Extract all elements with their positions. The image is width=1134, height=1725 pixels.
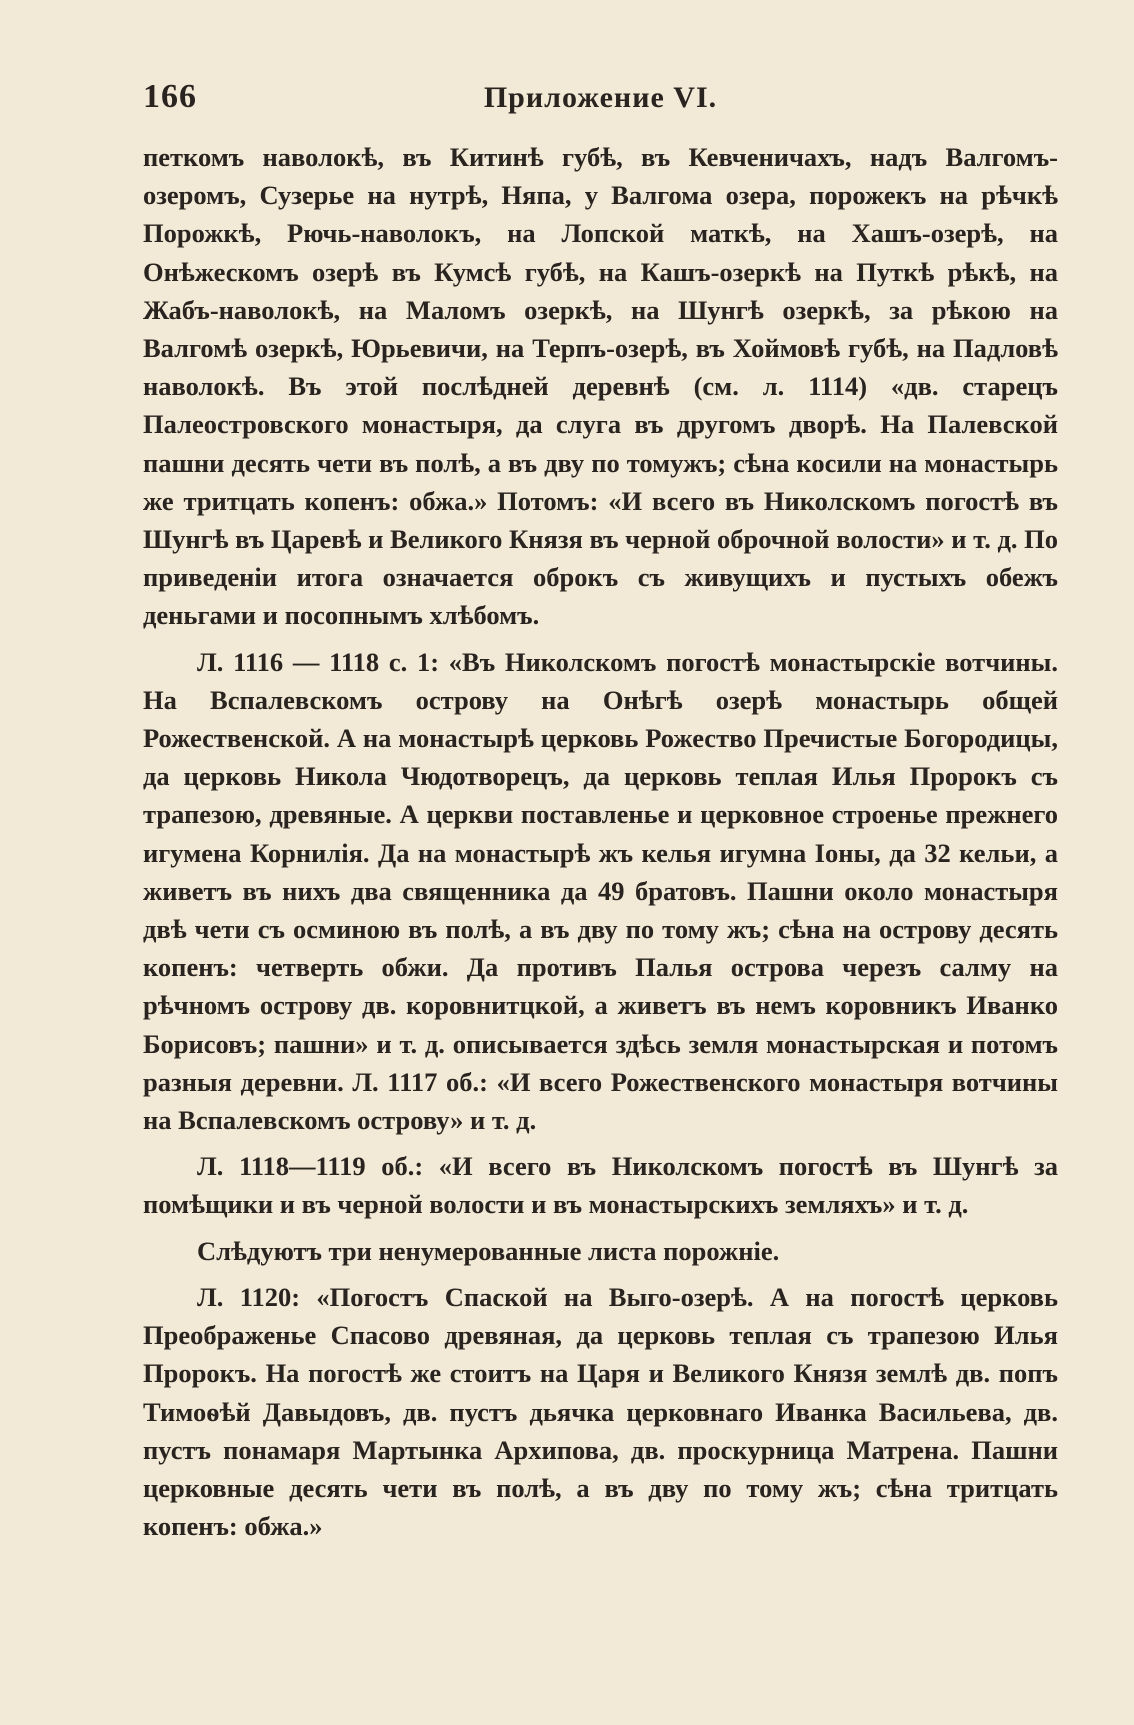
paragraph: Л. 1116 — 1118 с. 1: «Въ Николскомъ погостѣ монастырскіе вотчины. На Вспалевскомъ острову на Онѣгѣ озерѣ монастырь общей Рожественской. А на монастырѣ церковь Рожество Пречистые Богородицы, да церковь Никола Чюдотворецъ, да церковь теплая Илья Пророкъ съ трапезою, древяные. А церкви поставленье и церковное строенье прежнего игумена Корнилія. Да на монастырѣ жъ келья игумна Іоны, да 32 кельи, а живетъ въ нихъ два священника да 49 братовъ. Пашни около монастыря двѣ чети съ осминою въ полѣ, а въ дву по тому жъ; сѣна на острову десять копенъ: четверть обжи. Да противъ Палья острова черезъ салму на рѣчномъ острову дв. коровнитцкой, а живетъ въ немъ коровникъ Иванко Борисовъ; пашни» и т. д. описывается здѣсь земля монастырская и потомъ разныя деревни. Л. 1117 об.: «И всего Рожественского монастыря вотчины на Вспалевскомъ острову» и т. д. <box>143 646 1058 1136</box>
paragraph: петкомъ наволокѣ, въ Китинѣ губѣ, въ Кевченичахъ, надъ Валгомъ-озеромъ, Сузерье на нутрѣ, Няпа, у Валгома озера, порожекъ на рѣчкѣ Порожкѣ, Рючь-наволокъ, на Лопской маткѣ, на Хашъ-озерѣ, на Онѣжескомъ озерѣ въ Кумсѣ губѣ, на Кашъ-озеркѣ на Путкѣ рѣкѣ, на Жабъ-наволокѣ, на Маломъ озеркѣ, на Шунгѣ озеркѣ, за рѣкою на Валгомѣ озеркѣ, Юрьевичи, на Терпъ-озерѣ, въ Хоймовѣ губѣ, на Падловѣ наволокѣ. Въ этой послѣдней деревнѣ (см. л. 1114) «дв. старецъ Палеостровского монастыря, да слуга въ другомъ дворѣ. На Палевской пашни десять чети въ полѣ, а въ дву по томужъ; сѣна косили на монастырь же тритцать копенъ: обжа.» Потомъ: «И всего въ Николскомъ погостѣ въ Шунгѣ въ Царевѣ и Великого Князя въ черной оброчной волости» и т. д. По приведеніи итога означается оброкъ съ живущихъ и пустыхъ обежъ деньгами и посопнымъ хлѣбомъ. <box>143 142 1058 631</box>
body-text <box>143 138 1058 1553</box>
paragraph: Л. 1120: «Погостъ Спаской на Выго-озерѣ. А на погостѣ церковь Преображенье Спасово древяная, да церковь теплая съ трапезою Илья Пророкъ. На погостѣ же стоитъ на Царя и Великого Князя землѣ дв. попъ Тимоѳѣй Давыдовъ, дв. пустъ дьячка церковнаго Иванка Васильева, дв. пустъ понамаря Мартынка Архипова, дв. проскурница Матрена. Пашни церковные десять чети въ полѣ, а въ дву по тому жъ; сѣна тритцать копенъ: обжа.» <box>143 1281 1058 1542</box>
page-number: 166 <box>143 78 197 115</box>
page-header <box>143 78 1058 118</box>
paragraph: Слѣдуютъ три ненумерованные листа порожніе. <box>197 1235 780 1266</box>
paragraph: Л. 1118—1119 об.: «И всего въ Николскомъ погостѣ въ Шунгѣ за помѣщики и въ черной волости и въ монастырскихъ земляхъ» и т. д. <box>143 1151 1058 1220</box>
running-title: Приложение VI. <box>483 81 718 114</box>
